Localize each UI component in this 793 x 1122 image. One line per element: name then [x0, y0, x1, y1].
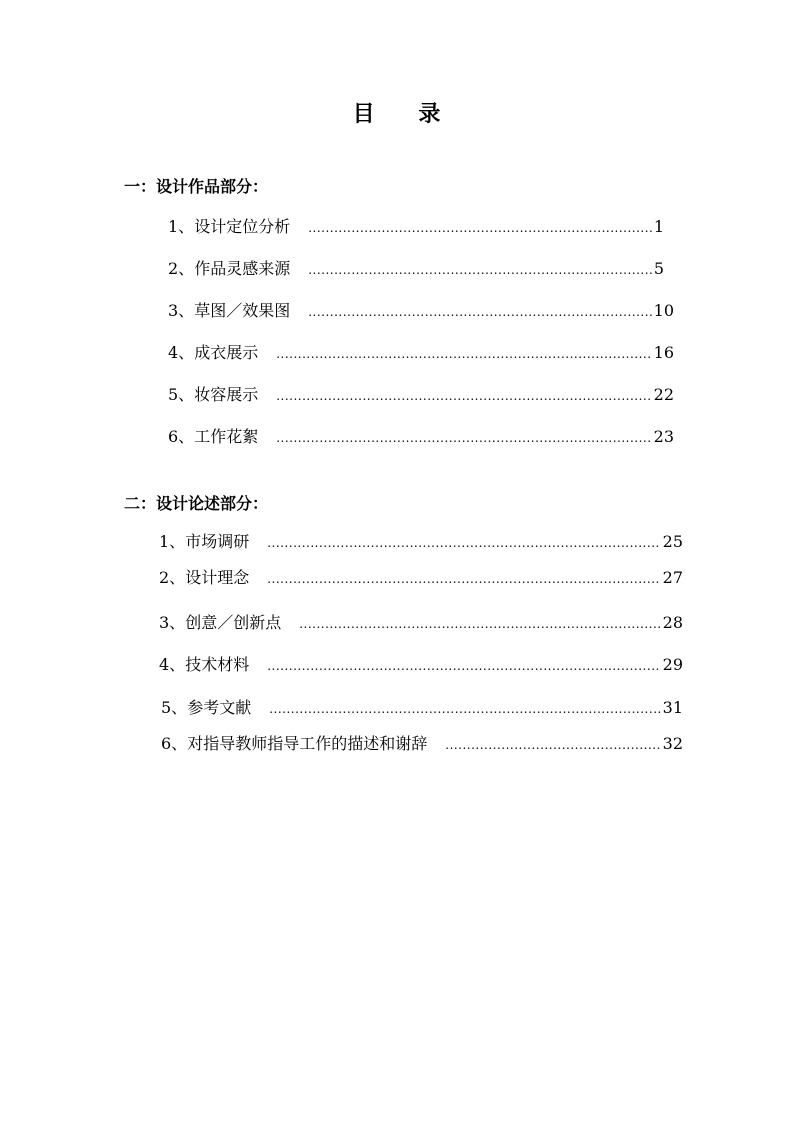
toc-title: 目 录	[352, 102, 459, 127]
toc-page-number: 22	[653, 385, 674, 404]
toc-row[interactable]	[159, 612, 683, 635]
toc-row[interactable]	[159, 531, 683, 554]
toc-label: 技术材料	[185, 655, 250, 674]
toc-page-number: 1	[653, 217, 664, 236]
toc-row[interactable]	[168, 426, 674, 449]
toc-number: 6、	[161, 734, 188, 753]
toc-dot-leader	[267, 532, 660, 554]
toc-label: 成衣展示	[194, 343, 259, 362]
toc-label: 参考文献	[187, 698, 252, 717]
toc-row[interactable]	[168, 216, 664, 239]
toc-dot-leader	[269, 698, 660, 720]
toc-dot-leader	[299, 613, 660, 635]
toc-dot-leader	[276, 385, 651, 407]
toc-number: 3、	[159, 613, 186, 632]
toc-dot-leader	[276, 343, 651, 365]
toc-label: 设计理念	[185, 568, 250, 587]
toc-page-number: 10	[653, 301, 674, 320]
section-heading-design-works: 一：设计作品部分：	[124, 177, 269, 196]
toc-page-number: 5	[653, 259, 664, 278]
toc-label: 工作花絮	[194, 427, 259, 446]
toc-label: 作品灵感来源	[194, 259, 291, 278]
toc-row[interactable]	[159, 567, 683, 590]
toc-page-number: 31	[662, 698, 683, 717]
toc-page-number: 32	[662, 734, 683, 753]
toc-row[interactable]	[161, 733, 683, 756]
toc-dot-leader	[308, 217, 652, 239]
toc-page-number: 23	[653, 427, 674, 446]
toc-number: 4、	[159, 655, 186, 674]
toc-dot-leader	[267, 655, 660, 677]
toc-row[interactable]	[168, 384, 674, 407]
toc-label: 市场调研	[185, 532, 250, 551]
toc-label: 创意／创新点	[185, 613, 282, 632]
toc-page-number: 28	[662, 613, 683, 632]
toc-page-number: 27	[662, 568, 683, 587]
toc-number: 5、	[168, 385, 195, 404]
toc-number: 6、	[168, 427, 195, 446]
toc-page-number: 29	[662, 655, 683, 674]
toc-label: 对指导教师指导工作的描述和谢辞	[187, 734, 428, 753]
toc-page-number: 16	[653, 343, 674, 362]
toc-page-number: 25	[662, 532, 683, 551]
toc-row[interactable]	[168, 258, 664, 281]
toc-dot-leader	[276, 427, 651, 449]
toc-label: 妆容展示	[194, 385, 259, 404]
toc-row[interactable]	[161, 697, 683, 720]
toc-number: 2、	[168, 259, 195, 278]
toc-label: 设计定位分析	[194, 217, 291, 236]
toc-row[interactable]	[168, 300, 674, 323]
toc-number: 3、	[168, 301, 195, 320]
toc-dot-leader	[445, 734, 660, 756]
toc-dot-leader	[308, 301, 651, 323]
toc-dot-leader	[267, 568, 660, 590]
toc-row[interactable]	[159, 654, 683, 677]
toc-label: 草图／效果图	[194, 301, 291, 320]
section-heading-design-discussion: 二：设计论述部分：	[124, 494, 269, 513]
toc-number: 1、	[159, 532, 186, 551]
toc-number: 1、	[168, 217, 195, 236]
toc-number: 2、	[159, 568, 186, 587]
toc-number: 4、	[168, 343, 195, 362]
toc-row[interactable]	[168, 342, 674, 365]
toc-dot-leader	[308, 259, 652, 281]
toc-number: 5、	[161, 698, 188, 717]
